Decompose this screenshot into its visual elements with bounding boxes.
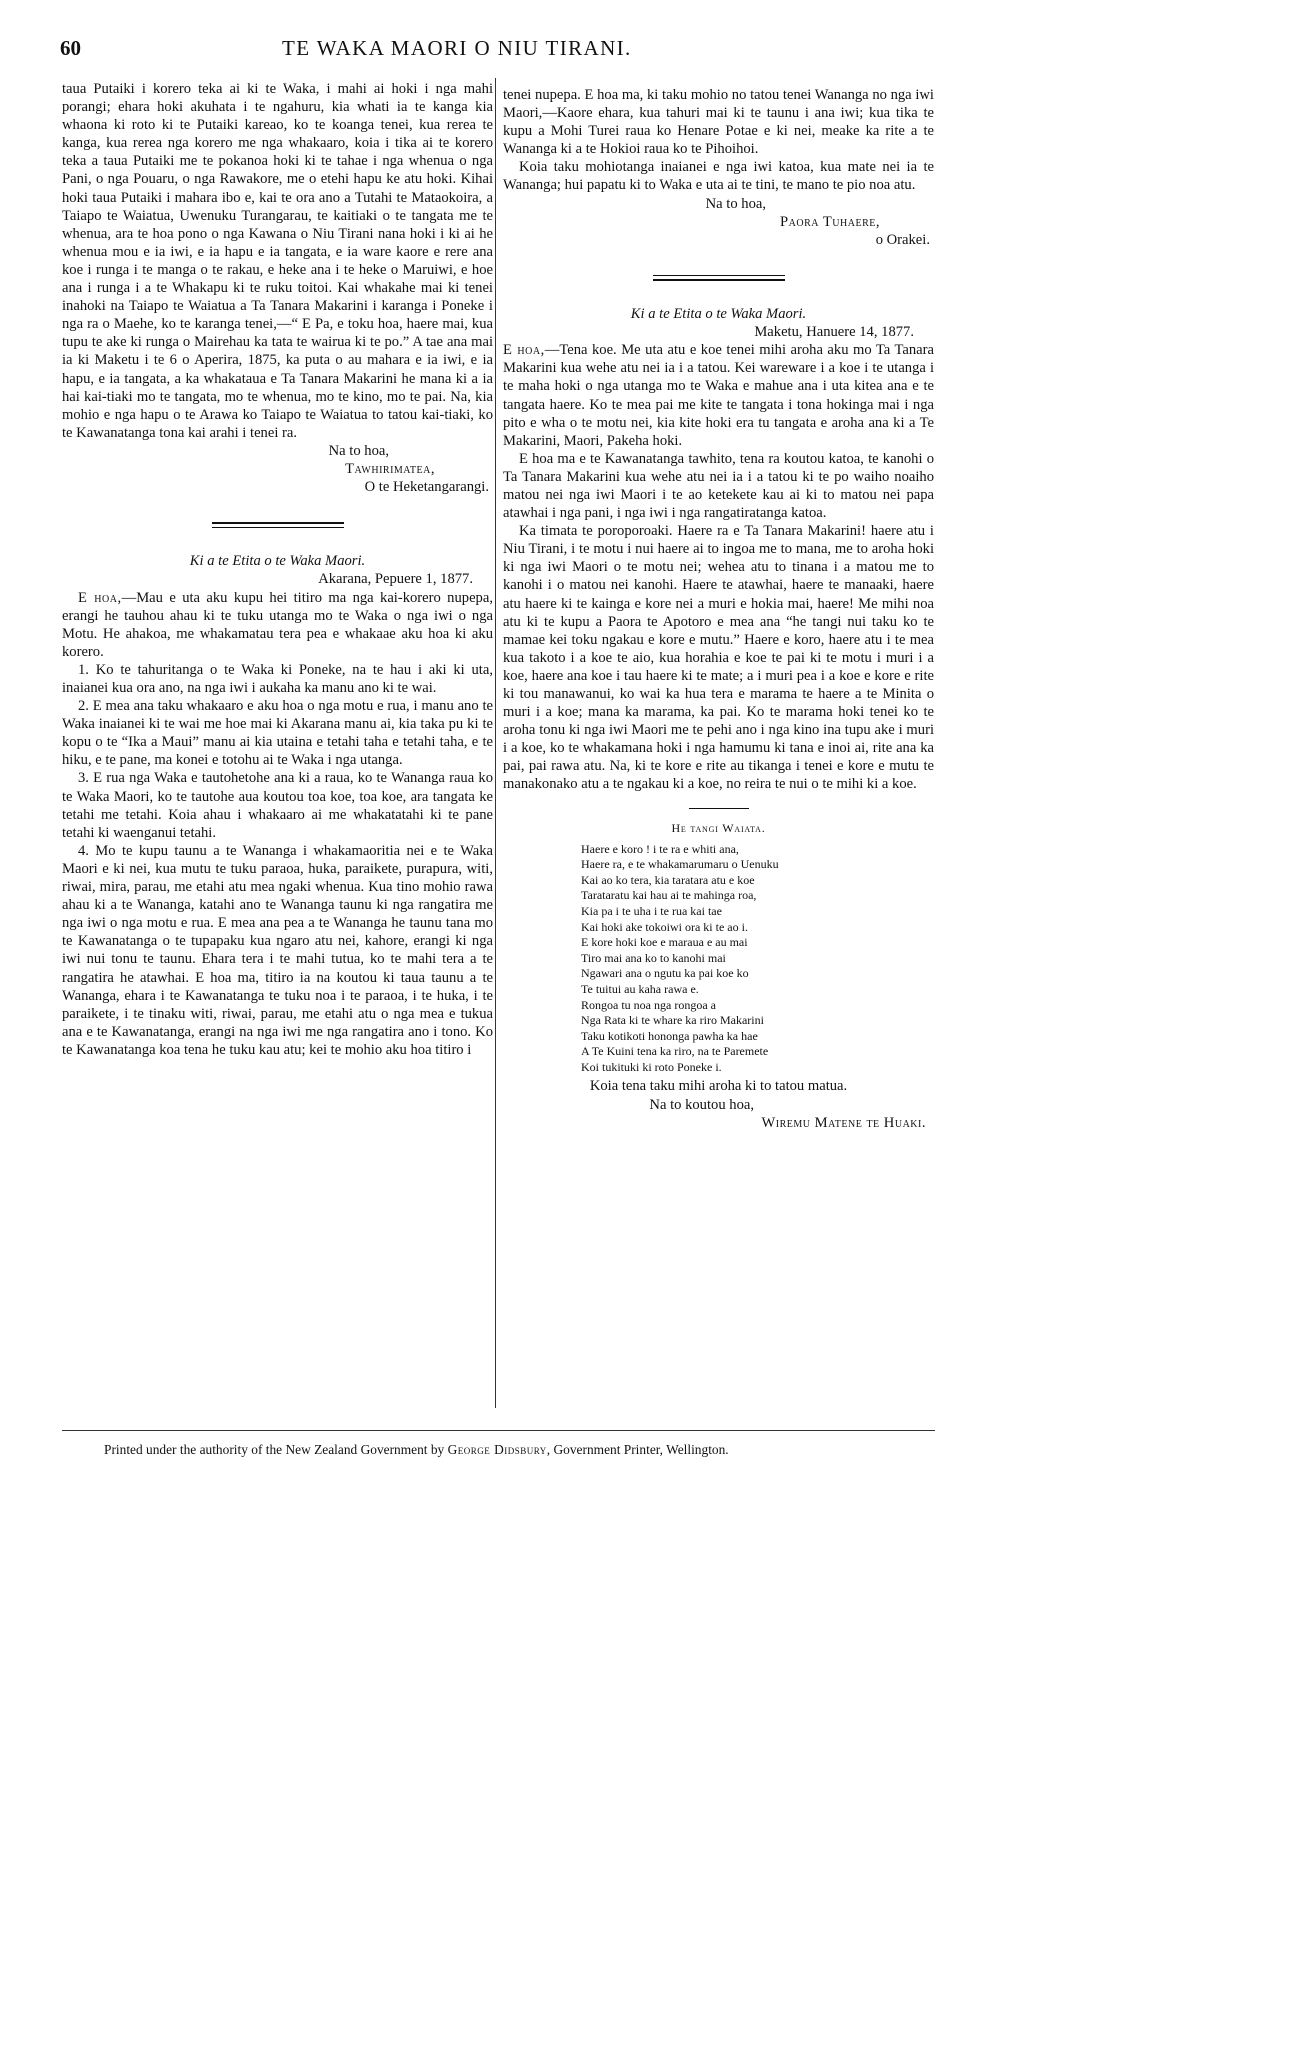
letter-point: 2. E mea ana taku whakaaro e aku hoa o nga motu e rua, i manu ano te Waka inaianei ki te wai me hoe mai ki Akarana manu ai, kia taka pu ki te kopu o te “Ika a Maui” manu ai kia utaina e tetahi taha e tetahi taha, e te hiku, e te pane, ma konei e totohu ai te Waka i nga utanga. xyxy=(62,698,493,769)
letter-closing: Na to hoa, xyxy=(328,442,389,459)
song-line: Koi tukituki ki roto Poneke i. xyxy=(581,1059,722,1074)
letter-place: O te Heketangarangi. xyxy=(364,479,489,496)
running-head-title: TE WAKA MAORI O NIU TIRANI. xyxy=(282,36,632,60)
song-line: Te tuitui au kaha rawa e. xyxy=(581,981,699,996)
letter-salutation: E hoa, xyxy=(503,342,545,359)
song-line: Kai hoki ake tokoiwi ora ki te ao i. xyxy=(581,919,748,934)
footer-rule xyxy=(62,1430,935,1431)
letter-place: o Orakei. xyxy=(875,231,930,248)
song-line: Nga Rata ki te whare ka riro Makarini xyxy=(581,1013,764,1028)
song-line: Rongoa tu noa nga rongoa a xyxy=(581,997,716,1012)
letter-point: 4. Mo te kupu taunu a te Wananga i whakamaoritia nei e te Waka Maori e ki nei, kua mutu te tuku paraoa, huka, paraikete, purapura, witi, riwai, mira, parau, me etahi atu mea ngaki whenua. Kua tino mohio rawa ahau ki a te Wananga, katahi ano te Wananga taunu ki nga rangatira me nga iwi o nga motu e rua. E mea ana pea a te Wananga he taunu tana mo te Kawanatanga o te tupapaku kua ngaro atu nei, kahore, erangi ki nga iwi nui tonu te taunu. Ehara tera i te mahi tutua, ko te mahi tera a te rangatira he atawhai. E hoa ma, titiro ia na koutou ki taua taunu a te Wananga, ehara i te Kawanatanga te tuku noa i te paraoa, i te huka, i te paraikete, i te tinaku witi, riwai, parau, me etahi atu o nga mea e tukua ana e te Kawanatanga, erangi na nga iwi me nga rangatira ano i tono. Ko te Kawanatanga koa tena he tuku kau atu; kei te mohio aku hoa titiro i xyxy=(62,842,493,1058)
letter-paora-tuhaere xyxy=(503,86,934,249)
left-column xyxy=(62,80,493,1059)
letter-closing: Na to koutou hoa, xyxy=(649,1096,754,1113)
letter-signature: Wiremu Matene te Huaki. xyxy=(761,1114,926,1131)
letter-continuation: tenei nupepa. E hoa ma, ki taku mohio no tatou tenei Wananga no nga iwi Maori,—Kaore ehara, kua tahuri mai ki te taunu i ana iwi; kua tika te kupu a Mohi Turei raua ko Henare Potae e ki nei, meake ka rite a te Wananga ki a te Hokioi raua ko te Pihoihoi. xyxy=(503,87,934,158)
song-title: He tangi Waiata. xyxy=(671,820,766,835)
song-line: Kai ao ko tera, kia taratara atu e koe xyxy=(581,872,755,887)
song-line: Tiro mai ana ko to kanohi mai xyxy=(581,950,726,965)
letter-date: Maketu, Hanuere 14, 1877. xyxy=(754,324,914,341)
letter-akarana xyxy=(62,552,493,1059)
letter-intro xyxy=(62,589,493,661)
section-divider xyxy=(653,275,785,281)
letter-body: taua Putaiki i korero teka ai ki te Waka, i mahi ai hoki i nga mahi porangi; ehara hoki akuhata i te ngahuru, kia whati ia te kanga kia whaona ki roto ki te Putaiki kareao, ko te koanga tenei, kua rerea te kanga, kua rerea nga korero me nga whakaaro, koia i tika ai te korero teka a taua Putaiki me te pokanoa hoki ki te tahae i nga whenua o nga Pani, o nga Pouaru, o nga Rawakore, me o etehi hapu ke atu hoki. Kihai hoki taua Putaiki i mahara ibo e, kai te ora ano a Tutahi te Mataokoira, a Taiapo te Waiatua, Uwenuku Turangarau, te kaitiaki o te tangata me te whenua, ara te hoa pono o nga Kawana o Niu Tirani nana hoki i ki ai he whenua mou e ia iwi, e ia hapu e ia tangata, e ia ware kaore e rere ana koe i runga i te manga o te rakau, e heke ana i te heke o Maruiwi, e hoe ana i runga i a te Whakapu ki te ruku toitoi. Kai whakahe mai ki tenei inahoki na Taiapo te Waiatua a Ta Tanara Makarini i karanga i Poneke i nga ra o Maehe, ko te karanga tenei,—“ E Pa, e toku hoa, haere mai, kua tupu te ake ki runga o Mairehau ka tata te wairua ki te po.” A tae ana mai ia ki Maketu i te 6 o Aperira, 1875, ka puta o au mahara e ia iwi, e ia hapu, e ia tangata, a ka whakataua e Ta Tanara Makarini he mana ki a ia hai kai-tiaki mo te tangata, mo te whenua, mo te kino, mo te pai. Na, kia mohio e nga hapu o te Arawa ko Taiapo te Waiatua to tatou kai-tiaki, ko te Kawanatanga tona kai arahi i tenei ra. xyxy=(62,81,493,441)
letter-maketu xyxy=(503,305,934,1132)
letter-paragraph: Ka timata te poroporoaki. Haere ra e Ta Tanara Makarini! haere atu i Niu Tirani, i te motu i nui haere ai to ingoa me to mana, me to aroha hoki ki nga iwi Maori o te motu nei; wehea atu to tinana i a matou me to kanohi i o matou nei kanohi. Haere te atawhai, haere te manaaki, haere atu haere ki te kainga e kore nei a muri e hokia mai, haere! Me mihi noa atu ki te kupu a Paora te Apotoro e mea ana “he tangi nui taku ko te mamae kei toku ngakau e kore e mutu.” Haere e koro, haere atu i te mea kua takoto i a koe te aio, kua horahia e koe te pai ki te motu i muri i a koe, haere ana koe i tau haere ki te mate; a i muri pea i a koe e kore e rite ki tou manawanui, ko wai ka hua tera e marama te haere a te Minita o muri i a koe; mana ka marama, ka pai. Ko te marama hoki tenei ko te aroha tonu ki nga iwi Maori me te pehi ano i nga kino ina tupu ake i muri i a koe, ko te whakamana hoki i nga hamumu ki tana e inoi ai, rite ana ka pai, pai rawa atu. Na, ki te kore e rite au tikanga i tenei e kore e mutu te manakonako atu a te ngakau ki a koe, no reira te nui o te mihi ki a koe. xyxy=(503,523,934,793)
song-line: Taku kotikoti hononga pawha ka hae xyxy=(581,1028,758,1043)
letter-continuation-2: Koia taku mohiotanga inaianei e nga iwi katoa, kua mate nei ia te Wananga; hui papatu ki to Waka e uta ai te tini, te mano te pio noa atu. xyxy=(503,159,934,194)
imprint-prefix: Printed under the authority of the New Zealand Government by xyxy=(104,1442,448,1457)
page-number: 60 xyxy=(60,36,81,60)
letter-intro-text: —Mau e uta aku kupu hei titiro ma nga kai-korero nupepa, erangi he tauhou ahau ki te tuku utanga mo te Waka o nga iwi o nga Motu. He ahakoa, me whakamatau tera pea e whakaae aku hoa ki aku korero. xyxy=(62,589,493,660)
letter-heading: Ki a te Etita o te Waka Maori. xyxy=(630,306,807,323)
song-line: Kia pa i te uha i te rua kai tae xyxy=(581,903,722,918)
song-line: Haere e koro ! i te ra e whiti ana, xyxy=(581,841,739,856)
letter-closing: Na to hoa, xyxy=(705,195,766,212)
letter-point: 1. Ko te tahuritanga o te Waka ki Poneke, na te hau i aki ki uta, inaianei kua ora ano, na nga iwi i aukaha ka manu ano ki te wai. xyxy=(62,661,493,696)
letter-date: Akarana, Pepuere 1, 1877. xyxy=(318,571,473,588)
letter-paragraph xyxy=(503,341,934,450)
song-line: A Te Kuini tena ka riro, na te Paremete xyxy=(581,1044,769,1059)
letter-salutation: E hoa, xyxy=(78,589,122,606)
imprint-suffix: , Government Printer, Wellington. xyxy=(546,1442,729,1457)
song-line: Haere ra, e te whakamarumaru o Uenuku xyxy=(581,857,779,872)
imprint-printer: George Didsbury xyxy=(447,1442,547,1457)
section-divider xyxy=(212,522,344,528)
letter-signature: Tawhirimatea, xyxy=(345,460,435,477)
letter-paragraph-text: —Tena koe. Me uta atu e koe tenei mihi aroha aku mo Ta Tanara Makarini kua wehe atu nei ia i a tatou. Kei wareware i a koe i te utanga i te maha hoki o nga utanga mo te Waka e mahue ana i uta kitea ana e te tangata haere. Ko te mea pai me kite te tangata i tona hokinga mai i nga pito e wha o te motu nei, kia kite hoki era tu tangata e aroha ana ki a Te Makarini, Maori, Pakeha hoki. xyxy=(503,342,934,449)
letter-tawhirimatea xyxy=(62,80,493,496)
song-lines xyxy=(581,842,934,1076)
song-line: Tarataratu kai hau ai te mahinga roa, xyxy=(581,888,757,903)
letter-point: 3. E rua nga Waka e tautohetohe ana ki a raua, ko te Wananga raua ko te Waka Maori, ko te tautohe aua koutou toa koe, toa koe, ara tangata ke tetahi me tetahi. Koia ahau i whakaaro ai me whakatatahi ki te pane tetahi ki waenganui tetahi. xyxy=(62,770,493,841)
right-column xyxy=(503,86,934,1132)
letter-signature: Paora Tuhaere, xyxy=(780,213,880,230)
song-line: Ngawari ana o ngutu ka pai koe ko xyxy=(581,966,749,981)
letter-heading: Ki a te Etita o te Waka Maori. xyxy=(189,553,366,570)
printer-imprint xyxy=(104,1442,934,1458)
letter-paragraph: E hoa ma e te Kawanatanga tawhito, tena ra koutou katoa, te kanohi o Ta Tanara Makarini kua wehe atu nei ia i a tatou ki te po waiho noaiho matou nei nga iwi Maori i te ao ketekete kau ai ki to matou nei papa atawhai i nga pani, i nga iwi i nga rangatiratanga katoa. xyxy=(503,450,934,522)
column-divider xyxy=(495,78,496,1408)
song-line: E kore hoki koe e maraua e au mai xyxy=(581,935,748,950)
final-line: Koia tena taku mihi aroha ki to tatou matua. xyxy=(589,1078,848,1095)
short-rule xyxy=(689,808,749,809)
